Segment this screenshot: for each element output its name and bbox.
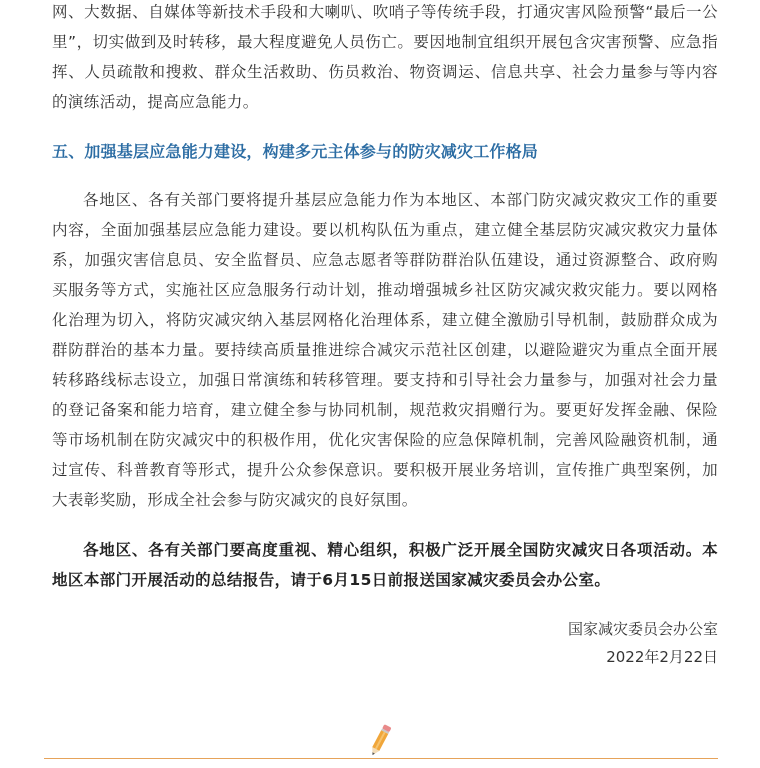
signature-date: 2022年2月22日 — [606, 648, 718, 666]
paragraph-closing-notice: 各地区、各有关部门要高度重视、精心组织，积极广泛开展全国防灾减灾日各项活动。本地区本部门开展活动的总结报告，请于6月15日前报送国家减灾委员会办公室。 — [52, 541, 718, 589]
pencil-icon — [366, 722, 394, 760]
paragraph-warning-drills: 网、大数据、自媒体等新技术手段和大喇叭、吹哨子等传统手段，打通灾害风险预警“最后一公里”，切实做到及时转移，最大程度避免人员伤亡。要因地制宜组织开展包含灾害预警、应急指挥、人员疏散和搜救、群众生活救助、伤员救治、物资调运、信息共享、社会力量参与等内容的演练活动，提高应急能力。 — [52, 3, 718, 111]
paragraph-grassroots-capacity: 各地区、各有关部门要将提升基层应急能力作为本地区、本部门防灾减灾救灾工作的重要内容，全面加强基层应急能力建设。要以机构队伍为重点，建立健全基层防灾减灾救灾力量体系，加强灾害信息员、安全监督员、应急志愿者等群防群治队伍建设，通过资源整合、政府购买服务等方式，实施社区应急服务行动计划，推动增强城乡社区防灾减灾救灾能力。要以网格化治理为切入，将防灾减灾纳入基层网格化治理体系，建立健全激励引导机制，鼓励群众成为群防群治的基本力量。要持续高质量推进综合减灾示范社区创建，以避险避灾为重点全面开展转移路线标志设立，加强日常演练和转移管理。要支持和引导社会力量参与，加强对社会力量的登记备案和能力培育，建立健全参与协同机制，规范救灾捐赠行为。要更好发挥金融、保险等市场机制在防灾减灾中的积极作用，优化灾害保险的应急保障机制，完善风险融资机制，通过宣传、科普教育等形式，提升公众参保意识。要积极开展业务培训，宣传推广典型案例，加大表彰奖励，形成全社会参与防灾减灾的良好氛围。 — [52, 191, 718, 509]
section-heading-five: 五、加强基层应急能力建设，构建多元主体参与的防灾减灾工作格局 — [52, 142, 539, 161]
signature-block — [52, 615, 718, 671]
signature-organization: 国家减灾委员会办公室 — [567, 620, 718, 638]
article-body — [52, 0, 718, 671]
